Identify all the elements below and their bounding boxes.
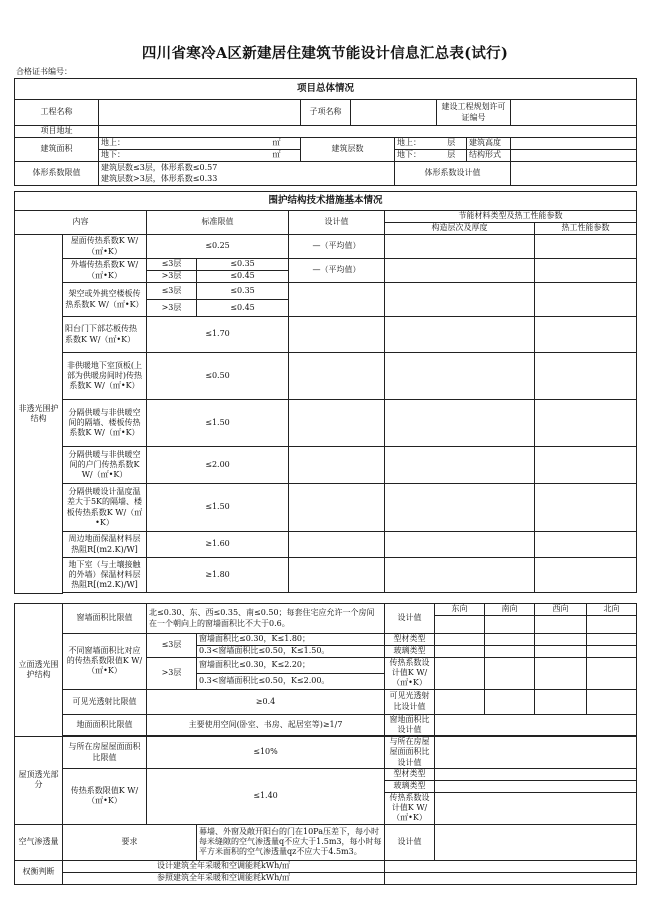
temp5k-limit: ≤1.50: [147, 484, 289, 532]
west-glass[interactable]: [535, 646, 587, 658]
ratio-rule: 北≤0.30、东、西≤0.35、南≤0.50；每套住宅应允许一个房间在一个朝向上的窗墙面积比不大于0.6。: [147, 604, 385, 634]
shape-design-value[interactable]: [511, 162, 637, 186]
underground-layers[interactable]: [385, 558, 535, 593]
col-thermal: 热工性能参数: [535, 223, 637, 235]
temp5k-design[interactable]: [289, 484, 385, 532]
air-req-text: 幕墙、外窗及敞开阳台的门在10Pa压差下，每小时每米缝隙的空气渗透量q不应大于1.5m3，每小时每平方米面积的空气渗透量qz不应大于4.5m3。: [197, 824, 385, 860]
south-vt[interactable]: [485, 689, 535, 714]
west-ratio[interactable]: [535, 616, 587, 634]
north-glass[interactable]: [587, 646, 637, 658]
basement-thermal[interactable]: [535, 353, 637, 400]
air-req-label: 要求: [63, 824, 197, 860]
east-glass[interactable]: [435, 646, 485, 658]
temp5k-label: 分隔供暖设计温度温差大于5K的隔墙、楼板传热系数K W/（㎡•K）: [63, 484, 147, 532]
wall-gt3-limit: ≤0.45: [197, 271, 289, 283]
temp5k-layers[interactable]: [385, 484, 535, 532]
facade-profile-label: 型材类型: [385, 634, 435, 646]
facade-le3-a: 窗墙面积比≤0.30，K≤1.80；: [197, 634, 385, 646]
door-layers[interactable]: [385, 447, 535, 484]
area-below-unit: ㎡: [271, 150, 301, 162]
area-above-unit: ㎡: [271, 138, 301, 150]
skylight-ratio-value: ≤10%: [147, 737, 385, 769]
overhang-label: 架空或外挑空楼板传热系数K W/（㎡•K）: [63, 283, 147, 317]
tradeoff-group-label: 权衡判断: [15, 860, 63, 884]
perimeter-limit: ≥1.60: [147, 532, 289, 558]
perimeter-label: 周边地面保温材料层热阻R[(m2.K)/W]: [63, 532, 147, 558]
perimeter-layers[interactable]: [385, 532, 535, 558]
area-above-label: 地上：: [99, 138, 271, 150]
height-label: 建筑高度: [467, 138, 511, 150]
facade-gt3-b: 0.3<窗墙面积比≤0.50，K≤2.00。: [197, 673, 385, 689]
air-design-value[interactable]: [435, 824, 637, 860]
facade-le3-b: 0.3<窗墙面积比≤0.50，K≤1.50。: [197, 646, 385, 658]
overhang-le3-limit: ≤0.35: [197, 283, 289, 300]
col-layers: 构造层次及厚度: [385, 223, 535, 235]
west-profile[interactable]: [535, 634, 587, 646]
partition-label: 分隔供暖与非供暖空间的隔墙、楼板传热系数K W/（㎡•K）: [63, 400, 147, 447]
door-limit: ≤2.00: [147, 447, 289, 484]
wall-design: —（平均值）: [289, 259, 385, 283]
facade-k-design-label: 传热系数设计值K W/（㎡•K）: [385, 658, 435, 690]
south-glass[interactable]: [485, 646, 535, 658]
temp5k-thermal[interactable]: [535, 484, 637, 532]
permit-label: 建设工程规划许可证编号: [437, 100, 511, 126]
envelope-table: [14, 191, 637, 594]
area-below-label: 地下：: [99, 150, 271, 162]
underground-design[interactable]: [289, 558, 385, 593]
south-k[interactable]: [485, 658, 535, 690]
project-name-value[interactable]: [99, 100, 301, 126]
south-label: 南向: [485, 604, 535, 616]
facade-le3-label: ≤3层: [147, 634, 197, 658]
facade-gt3-label: >3层: [147, 658, 197, 690]
overhang-design[interactable]: [289, 283, 385, 317]
skylight-glass-label: 玻璃类型: [385, 780, 435, 792]
shape-rule-1: 建筑层数≤3层，体形系数≤0.57: [101, 163, 218, 173]
balcony-label: 阳台门下部芯板传热系数K W/（㎡•K）: [63, 317, 147, 353]
basement-limit: ≤0.50: [147, 353, 289, 400]
balcony-limit: ≤1.70: [147, 317, 289, 353]
west-k[interactable]: [535, 658, 587, 690]
vt-design-label: 可见光透射比设计值: [385, 689, 435, 714]
wall-le3-label: ≤3层: [147, 259, 197, 271]
floors-above-label: 地上：: [395, 138, 437, 150]
vt-limit-value: ≥0.4: [147, 689, 385, 714]
sub-name-value[interactable]: [351, 100, 437, 126]
ratio-limit-label: 窗墙面积比限值: [63, 604, 147, 634]
permit-value[interactable]: [511, 100, 637, 126]
north-vt[interactable]: [587, 689, 637, 714]
facade-glass-label: 玻璃类型: [385, 646, 435, 658]
air-design-label: 设计值: [385, 824, 435, 860]
skylight-profile-value[interactable]: [435, 768, 637, 780]
ref-energy-value[interactable]: [385, 872, 637, 884]
floors-label: 建筑层数: [301, 138, 395, 162]
floors-below-unit: 层: [437, 150, 467, 162]
shape-rule-2: 建筑层数>3层，体形系数≤0.33: [101, 173, 218, 183]
perimeter-thermal[interactable]: [535, 532, 637, 558]
overhang-le3-label: ≤3层: [147, 283, 197, 300]
south-ratio[interactable]: [485, 616, 535, 634]
floors-below-label: 地下：: [395, 150, 437, 162]
roof-limit: ≤0.25: [147, 235, 289, 259]
wall-layers[interactable]: [385, 259, 535, 283]
roof-thermal[interactable]: [535, 235, 637, 259]
floor-ratio-label: 地面面积比限值: [63, 714, 147, 735]
skylight-ratio-design-value[interactable]: [435, 737, 637, 769]
north-ratio[interactable]: [587, 616, 637, 634]
basement-label: 非供暖地下室顶板(上部为供暖房间时)传热系数K W/（㎡•K）: [63, 353, 147, 400]
north-label: 北向: [587, 604, 637, 616]
east-ratio[interactable]: [435, 616, 485, 634]
height-value[interactable]: [511, 138, 637, 150]
overhang-thermal[interactable]: [535, 283, 637, 317]
underground-label: 地下室（与土壤接触的外墙）保温材料层热阻R[(m2.K)/W]: [63, 558, 147, 593]
floor-ratio-rule: 主要使用空间(卧室、书房、起居室等)≥1/7: [147, 714, 385, 735]
partition-thermal[interactable]: [535, 400, 637, 447]
partition-layers[interactable]: [385, 400, 535, 447]
facade-group-label: 立面透光围护结构: [15, 604, 63, 737]
wall-label: 外墙传热系数K W/（㎡•K）: [63, 259, 147, 283]
wall-thermal[interactable]: [535, 259, 637, 283]
east-k[interactable]: [435, 658, 485, 690]
wall-gt3-label: >3层: [147, 271, 197, 283]
design-energy-label: 设计建筑全年采暖和空调能耗kWh/㎡: [63, 860, 385, 872]
basement-layers[interactable]: [385, 353, 535, 400]
shape-design-label: 体形系数设计值: [395, 162, 511, 186]
door-thermal[interactable]: [535, 447, 637, 484]
wall-le3-limit: ≤0.35: [197, 259, 289, 271]
west-vt[interactable]: [535, 689, 587, 714]
shape-limit-label: 体形系数限值: [15, 162, 99, 186]
skylight-k-value: ≤1.40: [147, 768, 385, 824]
sub-name-label: 子项名称: [301, 100, 351, 126]
certificate-number-label: 合格证书编号：: [16, 67, 72, 76]
opaque-group-label: 非透光围护结构: [15, 235, 63, 594]
page-title: 四川省寒冷A区新建居住建筑节能设计信息汇总表(试行): [141, 45, 509, 62]
overhang-gt3-label: >3层: [147, 300, 197, 317]
floors-above-unit: 层: [437, 138, 467, 150]
col-design: 设计值: [289, 211, 385, 235]
col-limit: 标准限值: [147, 211, 289, 235]
north-profile[interactable]: [587, 634, 637, 646]
partition-design[interactable]: [289, 400, 385, 447]
underground-limit: ≥1.80: [147, 558, 289, 593]
roof-layers[interactable]: [385, 235, 535, 259]
skylight-k-label: 传热系数限值K W/（㎡•K）: [63, 768, 147, 824]
door-label: 分隔供暖与非供暖空间的户门传热系数K W/（㎡•K）: [63, 447, 147, 484]
skylight-k-design-label: 传热系数设计值K W/（㎡•K）: [385, 792, 435, 824]
design-energy-value[interactable]: [385, 860, 637, 872]
project-overview-table: [14, 78, 637, 186]
air-group-label: 空气渗透量: [15, 824, 63, 860]
ref-energy-label: 参照建筑全年采暖和空调能耗kWh/㎡: [63, 872, 385, 884]
overhang-layers[interactable]: [385, 283, 535, 317]
vt-limit-label: 可见光透射比限值: [63, 689, 147, 714]
door-design[interactable]: [289, 447, 385, 484]
overview-heading: 项目总体情况: [15, 79, 637, 100]
balcony-layers[interactable]: [385, 317, 535, 353]
col-content: 内容: [15, 211, 147, 235]
floor-ratio-design-value[interactable]: [435, 714, 637, 735]
address-value[interactable]: [99, 126, 637, 138]
underground-thermal[interactable]: [535, 558, 637, 593]
balcony-thermal[interactable]: [535, 317, 637, 353]
skylight-profile-label: 型材类型: [385, 768, 435, 780]
roof-design: —（平均值）: [289, 235, 385, 259]
east-vt[interactable]: [435, 689, 485, 714]
facade-gt3-a: 窗墙面积比≤0.30，K≤2.20；: [197, 658, 385, 674]
structure-label: 结构形式: [467, 150, 511, 162]
roof-label: 屋面传热系数K W/（㎡•K）: [63, 235, 147, 259]
overhang-gt3-limit: ≤0.45: [197, 300, 289, 317]
north-k[interactable]: [587, 658, 637, 690]
facade-k-label: 不同窗墙面积比对应的传热系数限值K W/（㎡•K）: [63, 634, 147, 690]
skylight-ratio-label: 与所在房屋屋面面积比限值: [63, 737, 147, 769]
partition-limit: ≤1.50: [147, 400, 289, 447]
east-profile[interactable]: [435, 634, 485, 646]
skylight-ratio-design-label: 与所在房屋屋面面积比设计值: [385, 737, 435, 769]
project-name-label: 工程名称: [15, 100, 99, 126]
balcony-design[interactable]: [289, 317, 385, 353]
west-label: 西向: [535, 604, 587, 616]
skylight-group-label: 屋顶透光部分: [15, 737, 63, 824]
shape-limit-rules: [99, 162, 395, 186]
east-label: 东向: [435, 604, 485, 616]
transparent-table: [14, 603, 637, 885]
south-profile[interactable]: [485, 634, 535, 646]
basement-design[interactable]: [289, 353, 385, 400]
structure-value[interactable]: [511, 150, 637, 162]
envelope-heading: 围护结构技术措施基本情况: [15, 192, 637, 211]
skylight-glass-value[interactable]: [435, 780, 637, 792]
address-label: 项目地址: [15, 126, 99, 138]
floor-ratio-design-label: 窗地面积比设计值: [385, 714, 435, 735]
perimeter-design[interactable]: [289, 532, 385, 558]
col-params: 节能材料类型及热工性能参数: [385, 211, 637, 223]
ratio-design-label: 设计值: [385, 604, 435, 634]
skylight-k-design-value[interactable]: [435, 792, 637, 824]
area-label: 建筑面积: [15, 138, 99, 162]
